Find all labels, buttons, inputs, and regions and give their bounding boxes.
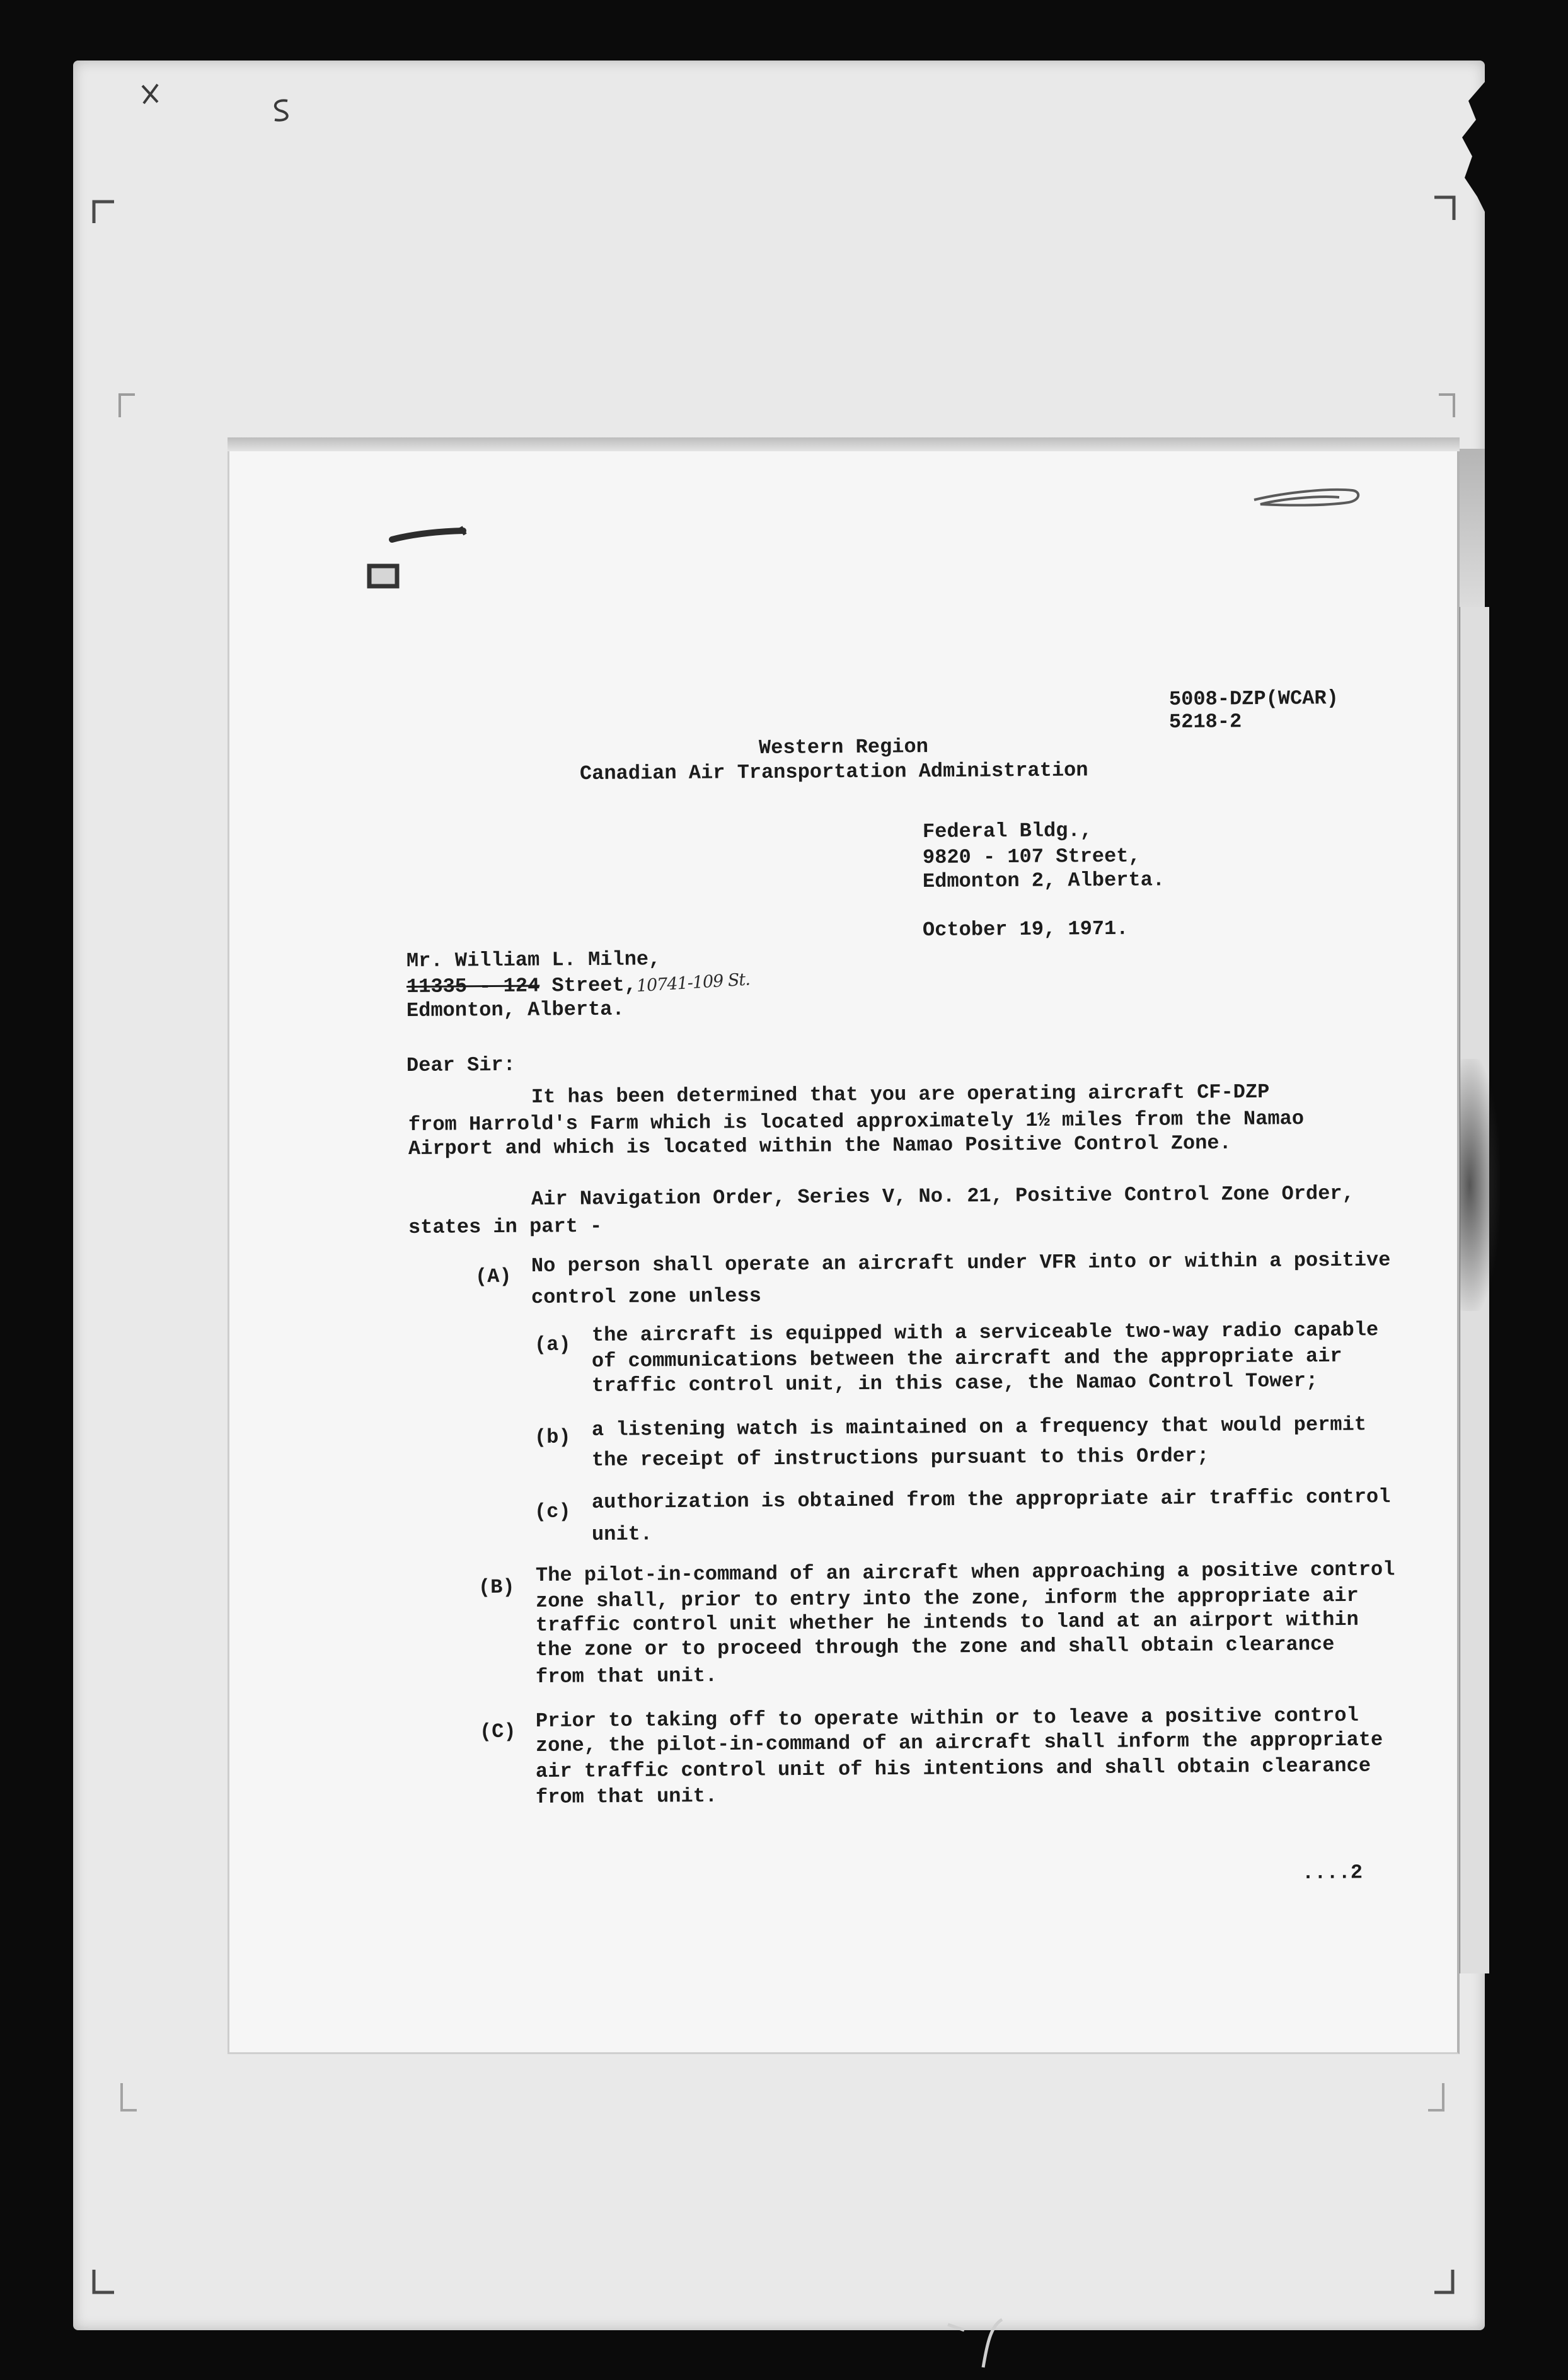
- subclause-line: the receipt of instructions pursuant to this Order;: [591, 1444, 1209, 1472]
- subclause-line: unit.: [591, 1522, 653, 1546]
- subclause-label: (a): [534, 1332, 571, 1356]
- staple-hole-mark: [369, 566, 397, 586]
- clause-line: the zone or to proceed through the zone and shall obtain clearance: [535, 1632, 1335, 1661]
- subclause-label: (c): [534, 1499, 571, 1523]
- clause-label: (C): [479, 1719, 516, 1743]
- body-line: from Harrold's Farm which is located approximately 1½ miles from the Namao: [408, 1107, 1305, 1136]
- sender-address-line: Edmonton 2, Alberta.: [922, 868, 1165, 893]
- stray-mark: [142, 84, 158, 103]
- subclause-label: (b): [534, 1425, 571, 1449]
- clause-line: control zone unless: [531, 1284, 761, 1309]
- guide-mark-upper-right: [1439, 395, 1454, 417]
- salutation: Dear Sir:: [406, 1053, 516, 1077]
- letter-date: October 19, 1971.: [922, 916, 1129, 942]
- sender-address-line: 9820 - 107 Street,: [922, 844, 1141, 869]
- letterhead-administration: Canadian Air Transportation Administration: [579, 758, 1088, 785]
- struck-street-number: 11335 - 124: [406, 974, 540, 998]
- stray-mark: [948, 2325, 964, 2330]
- handwritten-address-correction: 10741-109 St.: [635, 969, 751, 996]
- recipient-city: Edmonton, Alberta.: [406, 997, 625, 1022]
- clause-line: The pilot-in-command of an aircraft when approaching a positive control: [535, 1557, 1395, 1587]
- file-sub-reference: 5218-2: [1168, 710, 1242, 734]
- clause-line: air traffic control unit of his intentions and shall obtain clearance: [535, 1753, 1371, 1783]
- guide-mark-upper-left: [120, 395, 135, 417]
- clause-line: No person shall operate an aircraft under VFR into or within a positive: [531, 1248, 1391, 1278]
- stray-mark: [275, 100, 287, 120]
- street-suffix: Street,: [539, 973, 637, 998]
- clause-line: from that unit.: [535, 1663, 718, 1689]
- body-line: Airport and which is located within the Namao Positive Control Zone.: [408, 1131, 1231, 1160]
- subclause-line: traffic control unit, in this case, the Namao Control Tower;: [591, 1368, 1318, 1397]
- subclause-line: a listening watch is maintained on a frequency that would permit: [591, 1412, 1367, 1441]
- clause-line: Prior to taking off to operate within or to leave a positive control: [535, 1703, 1359, 1733]
- clause-line: from that unit.: [535, 1784, 718, 1809]
- file-reference-number: 5008-DZP(WCAR): [1168, 686, 1339, 711]
- crop-mark-top-left: [94, 202, 114, 223]
- frame-edge-blob: [1462, 82, 1525, 212]
- sender-address-line: Federal Bldg.,: [922, 819, 1092, 843]
- stray-mark: [983, 2319, 1002, 2367]
- guide-mark-lower-right: [1428, 2083, 1443, 2110]
- clause-line: zone, the pilot-in-command of an aircraft shall inform the appropriate: [535, 1728, 1383, 1757]
- subclause-line: of communications between the aircraft and the appropriate air: [591, 1344, 1342, 1373]
- clause-line: traffic control unit whether he intends to land at an airport within: [535, 1607, 1359, 1637]
- guide-mark-lower-left: [122, 2083, 137, 2110]
- recipient-street-line: [406, 969, 751, 1000]
- subclause-line: the aircraft is equipped with a serviceable two-way radio capable: [591, 1318, 1379, 1347]
- staple-mark: [392, 531, 463, 540]
- paperclip-mark: [1254, 490, 1358, 505]
- page-continuation-marker: ....2: [1301, 1861, 1363, 1885]
- clause-label: (A): [475, 1264, 512, 1288]
- body-line: Air Navigation Order, Series V, No. 21, Positive Control Zone Order,: [531, 1181, 1354, 1211]
- crop-mark-bottom-left: [94, 2270, 114, 2292]
- letterhead-region: Western Region: [758, 735, 928, 760]
- crop-mark-top-right: [1434, 197, 1454, 220]
- body-line: states in part -: [408, 1214, 602, 1239]
- clause-line: zone shall, prior to entry into the zone, inform the appropriate air: [535, 1583, 1359, 1613]
- recipient-name: Mr. William L. Milne,: [406, 947, 661, 973]
- clause-label: (B): [478, 1575, 515, 1599]
- crop-mark-bottom-right: [1434, 2270, 1453, 2292]
- body-line: It has been determined that you are operating aircraft CF-DZP: [531, 1080, 1270, 1109]
- subclause-line: authorization is obtained from the appropriate air traffic control: [591, 1485, 1391, 1514]
